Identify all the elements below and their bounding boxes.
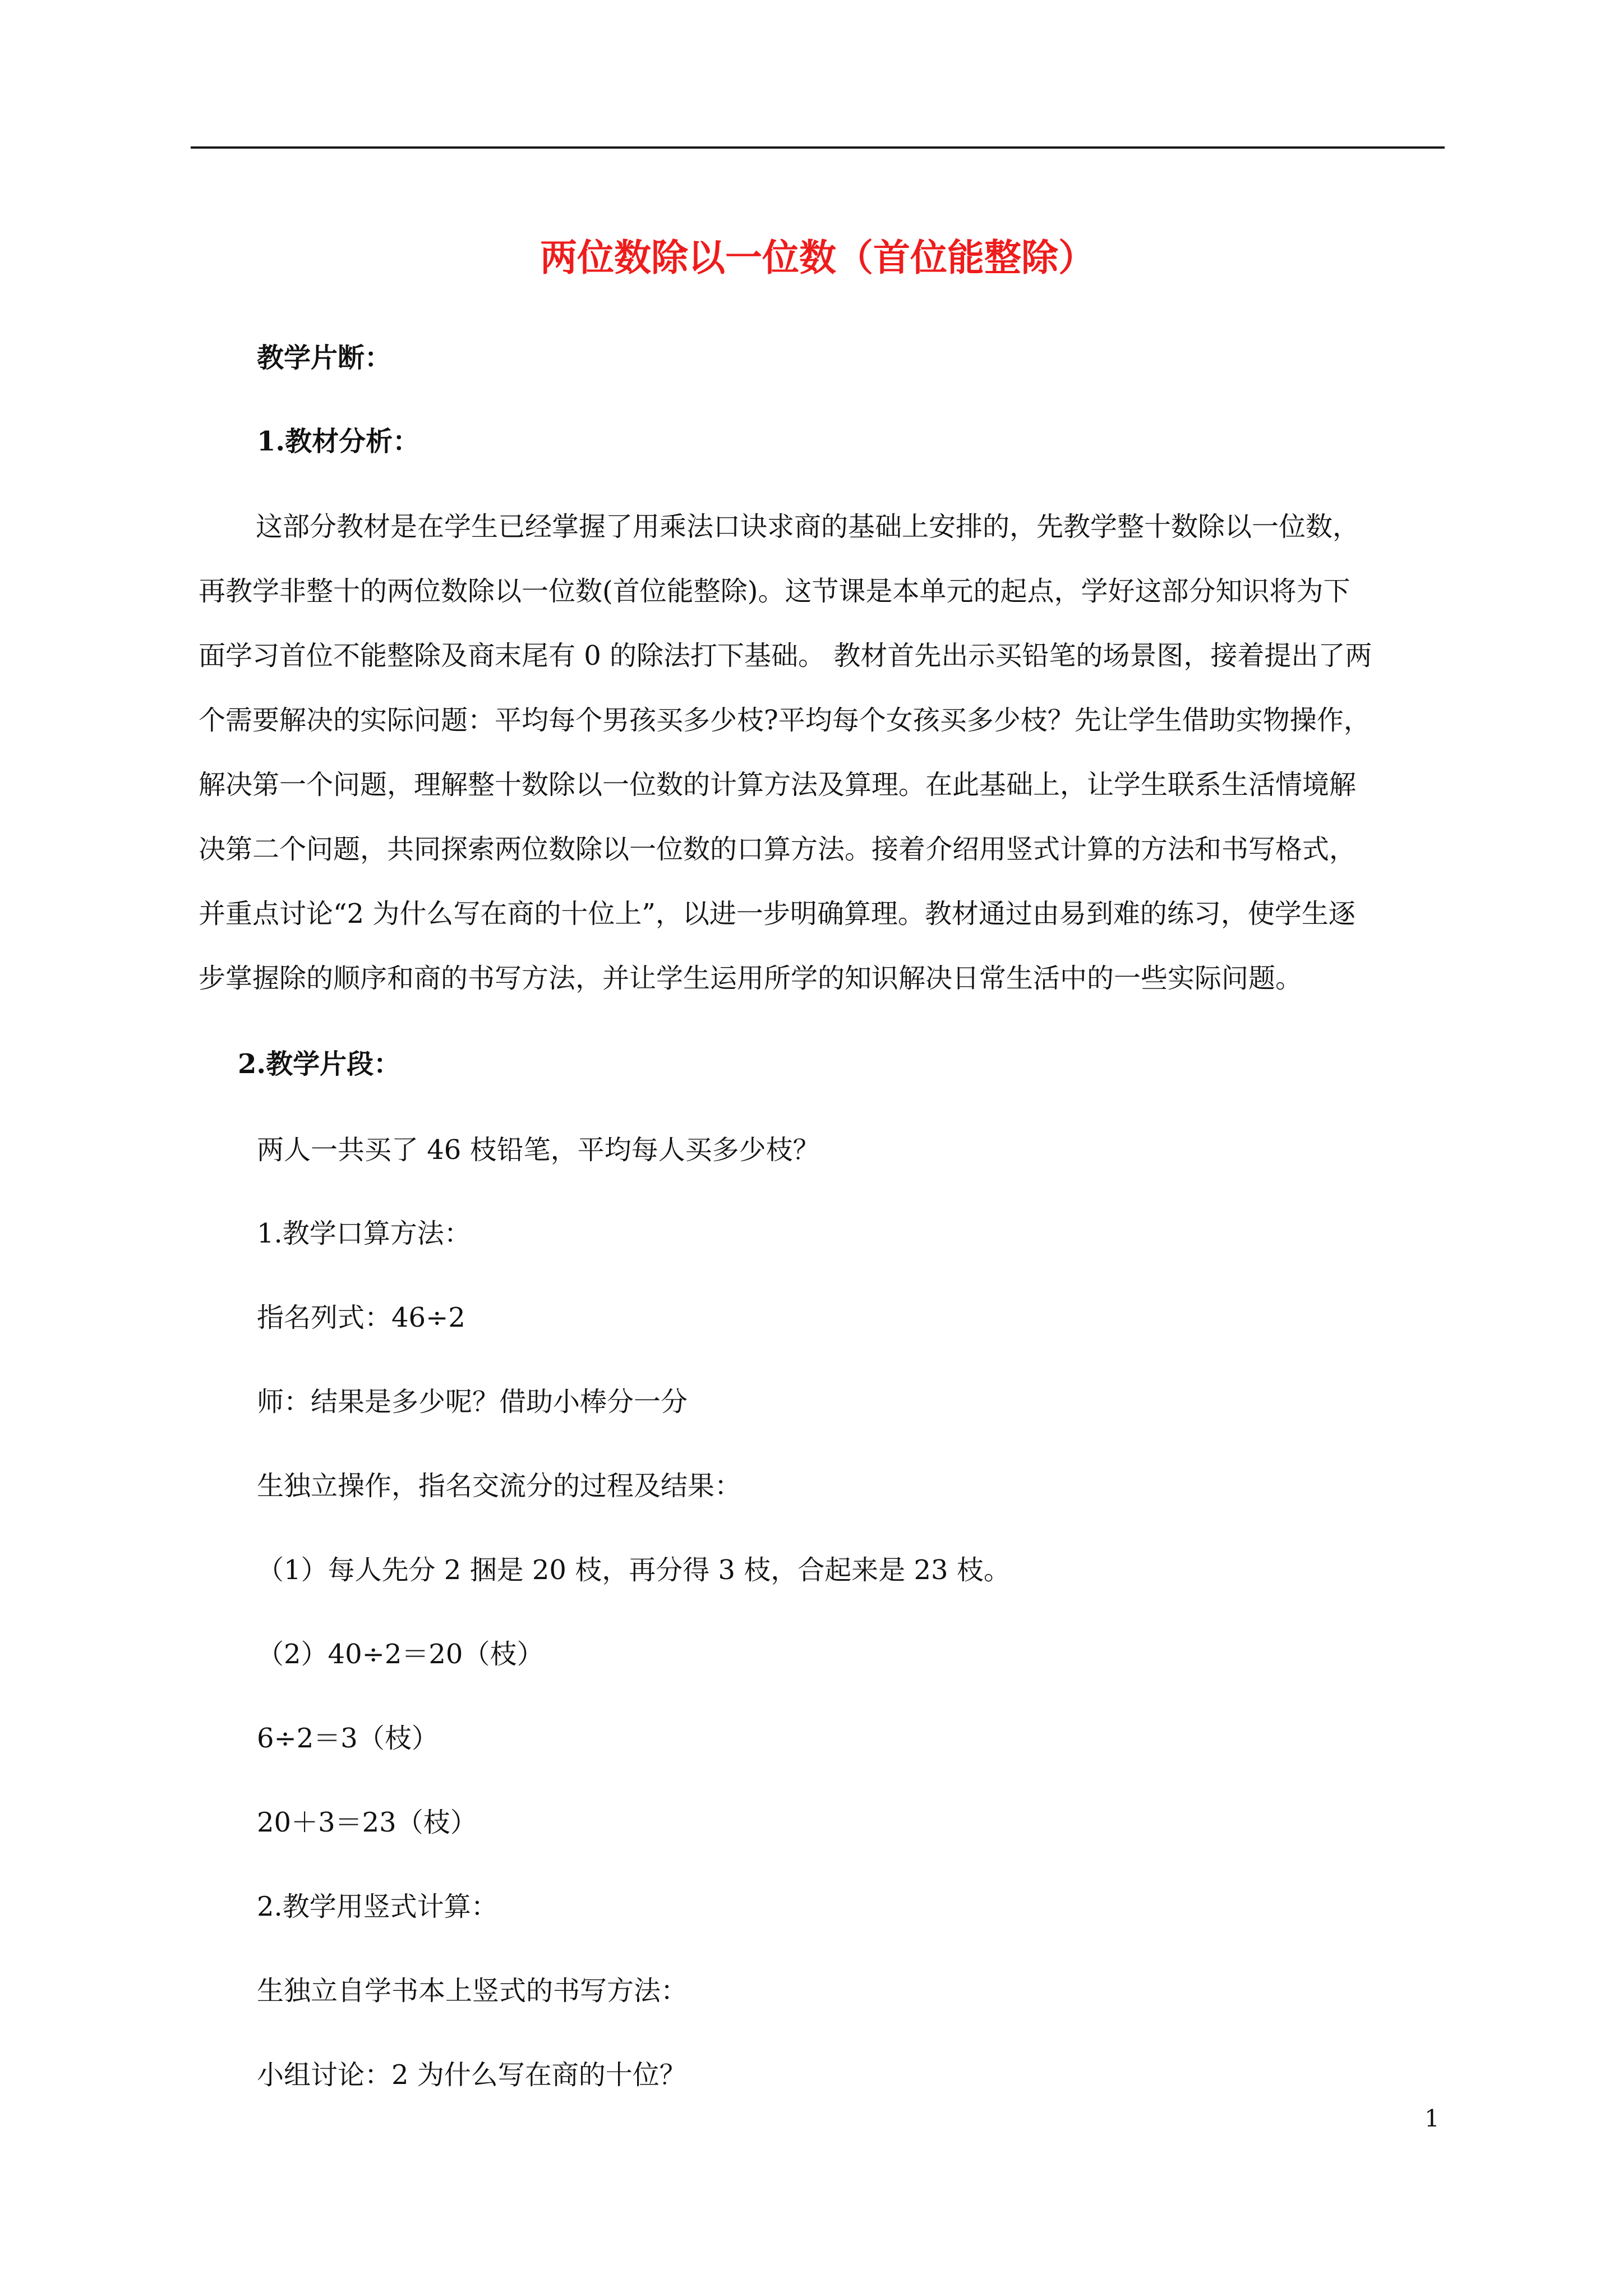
- text-line: （1）每人先分 2 捆是 20 枝，再分得 3 枝，合起来是 23 枝。: [257, 1554, 1011, 1586]
- text-line: 20＋3＝23（枝）: [257, 1807, 477, 1838]
- text-line: 6÷2＝3（枝）: [257, 1723, 439, 1754]
- header-rule: [191, 146, 1445, 149]
- text-line: 两人一共买了 46 枝铅笔，平均每人买多少枝？: [257, 1134, 820, 1166]
- text-line: 1.教学口算方法：: [257, 1218, 471, 1249]
- paragraph-line: 步掌握除的顺序和商的书写方法，并让学生运用所学的知识解决日常生活中的一些实际问题。: [199, 963, 1303, 994]
- text-line: 生独立自学书本上竖式的书写方法：: [257, 1975, 688, 2007]
- paragraph-line: 个需要解决的实际问题：平均每个男孩买多少枝?平均每个女孩买多少枝？先让学生借助实物操作，: [199, 705, 1371, 736]
- paragraph-line: 面学习首位不能整除及商末尾有 0 的除法打下基础。 教材首先出示买铅笔的场景图，接着提出了两: [199, 640, 1372, 671]
- paragraph-line: 解决第一个问题，理解整十数除以一位数的计算方法及算理。在此基础上，让学生联系生活情境解: [199, 769, 1357, 800]
- paragraph-line: 再教学非整十的两位数除以一位数(首位能整除)。这节课是本单元的起点，学好这部分知识将为下: [199, 576, 1350, 607]
- paragraph-line: 决第二个问题，共同探索两位数除以一位数的口算方法。接着介绍用竖式计算的方法和书写格式，: [199, 834, 1357, 865]
- paragraph-line: 并重点讨论“2 为什么写在商的十位上”，以进一步明确算理。教材通过由易到难的练习，使学生逐: [199, 898, 1355, 930]
- teaching-fragment-heading: 教学片断：: [257, 342, 392, 374]
- text-line: 师：结果是多少呢？借助小棒分一分: [257, 1386, 688, 1418]
- document-title: 两位数除以一位数（首位能整除）: [540, 236, 1095, 279]
- paragraph-line: 这部分教材是在学生已经掌握了用乘法口诀求商的基础上安排的，先教学整十数除以一位数，: [256, 511, 1360, 542]
- section-2-heading: 2.教学片段：: [238, 1048, 401, 1080]
- text-line: （2）40÷2＝20（枝）: [257, 1639, 544, 1670]
- page-number: 1: [1424, 2105, 1440, 2132]
- text-line: 小组讨论：2 为什么写在商的十位？: [257, 2059, 686, 2091]
- text-line: 指名列式：46÷2: [257, 1302, 465, 1333]
- text-line: 2.教学用竖式计算：: [257, 1891, 498, 1922]
- text-line: 生独立操作，指名交流分的过程及结果：: [257, 1470, 742, 1502]
- section-1-heading: 1.教材分析：: [257, 426, 420, 457]
